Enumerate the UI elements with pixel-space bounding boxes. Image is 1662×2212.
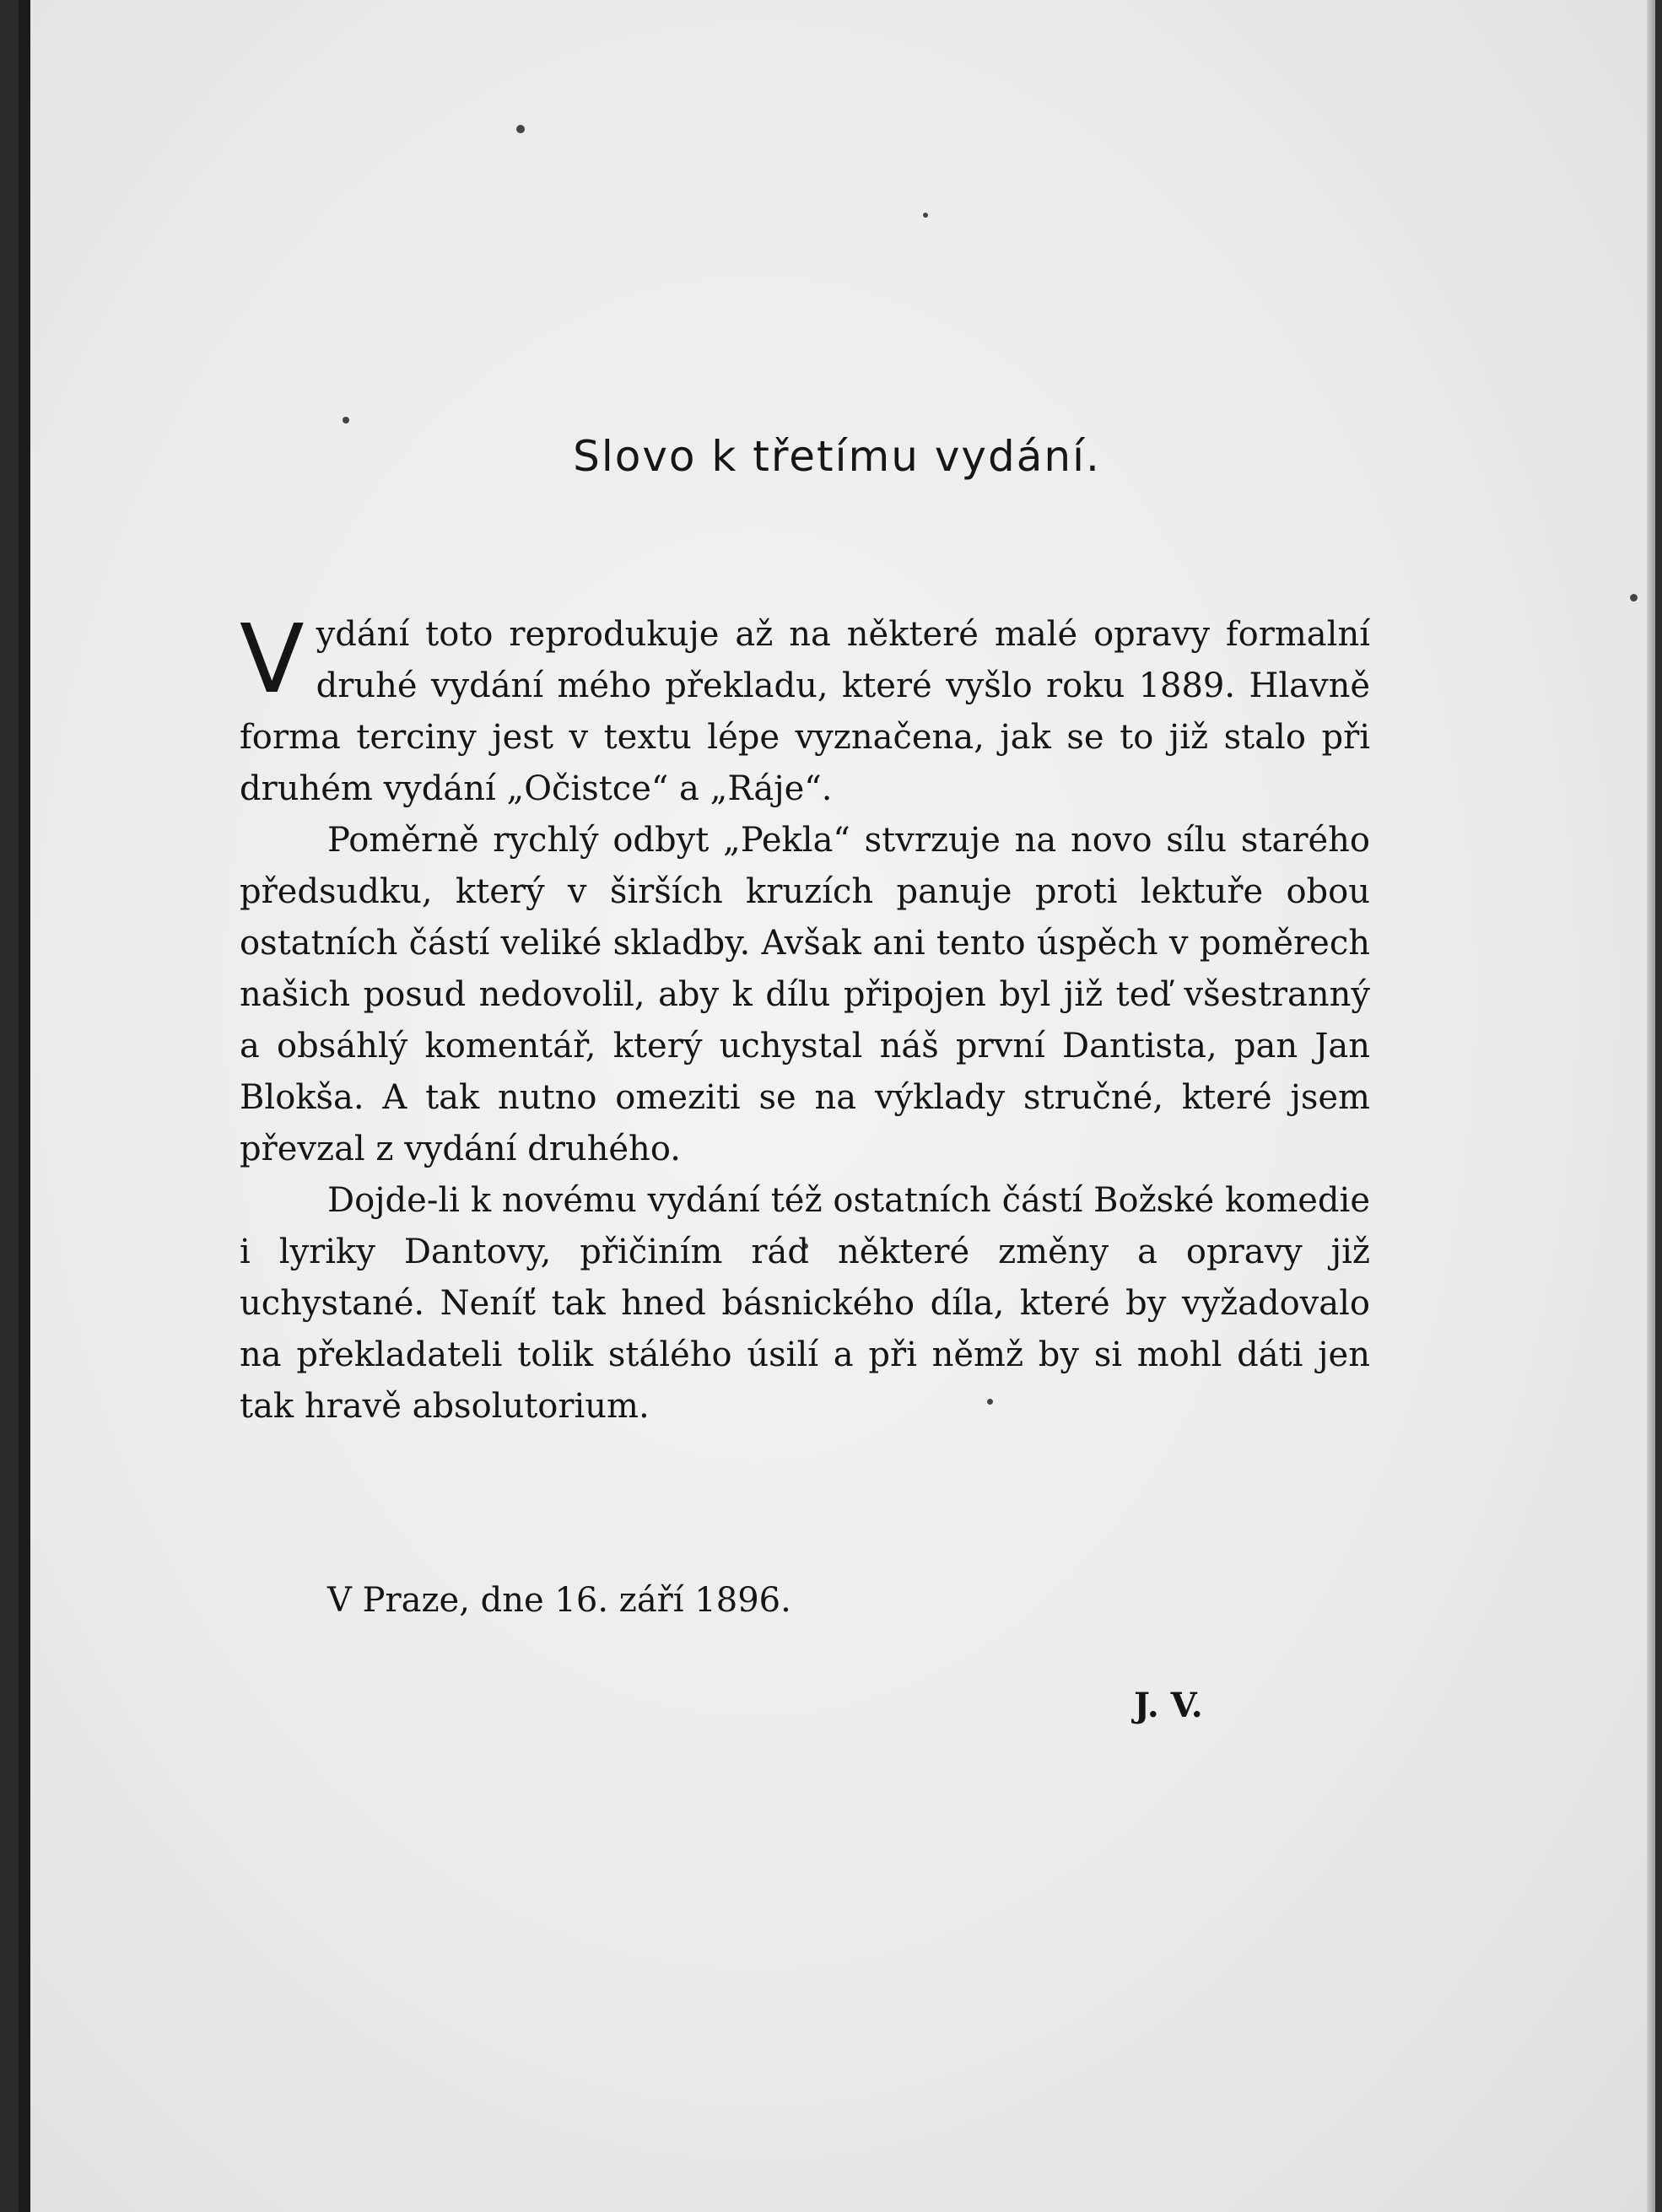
page-title: Slovo k třetímu vydání.: [573, 432, 1101, 481]
ink-speck: [343, 417, 349, 424]
page-left-edge: [19, 0, 30, 2212]
dateline: V Praze, dne 16. září 1896.: [327, 1581, 791, 1620]
ink-speck: [516, 125, 525, 133]
paragraph: Dojde-li k novému vydání též ostatních částí Božské komedie i lyriky Dantovy, přičiním rád některé změny a opravy již uchystané. Neníť tak hned básnického díla, které by vyžadovalo na překladateli tolik stálého úsilí a při němž by si mohl dáti jen tak hravě absolutorium.: [240, 1181, 1370, 1426]
paragraph: Poměrně rychlý odbyt „Pekla“ stvrzuje na novo sílu starého předsudku, který v širších kruzích panuje proti lektuře obou ostatních částí veliké skladby. Avšak ani tento úspěch v poměrech našich posud nedovolil, aby k dílu připojen byl již teď všestranný a obsáhlý komentář, který uchystal náš první Dantista, pan Jan Blokša. A tak nutno omeziti se na výklady stručné, které jsem převzal z vydání druhého.: [240, 821, 1370, 1168]
first-paragraph-text: ydání toto reprodukuje až na některé malé opravy formalní druhé vydání mého překladu, které vyšlo roku 1889. Hlavně forma terciny jest v textu lépe vyznačena, jak se to již stalo při druhém vydání „Očistce“ a „Ráje“.: [240, 615, 1370, 808]
ink-speck: [923, 213, 928, 218]
ink-speck: [1630, 594, 1638, 602]
page-right-edge: [1647, 0, 1655, 2212]
first-paragraph: [240, 605, 1370, 1432]
signature-initials: J. V.: [1134, 1686, 1203, 1725]
drop-cap-initial: V: [240, 605, 305, 715]
book-page: [19, 0, 1655, 2212]
